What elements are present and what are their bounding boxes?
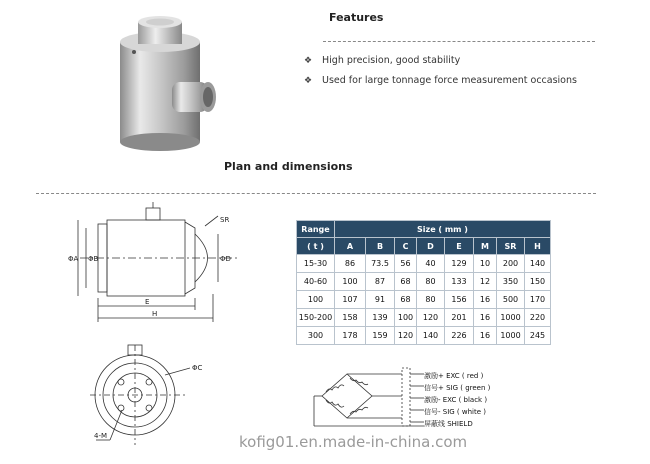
wire-label: 信号- SIG ( white ) — [424, 408, 486, 416]
table-cell: 245 — [525, 327, 551, 345]
table-cell: 56 — [395, 255, 417, 273]
table-cell: 12 — [474, 273, 497, 291]
column-header: A — [335, 238, 366, 255]
table-row — [297, 291, 551, 309]
table-cell: 91 — [366, 291, 395, 309]
table-cell: 16 — [474, 291, 497, 309]
table-cell: 178 — [335, 327, 366, 345]
table-cell: 107 — [335, 291, 366, 309]
range-header: Range — [297, 221, 335, 238]
table-cell: 1000 — [497, 309, 525, 327]
column-header: M — [474, 238, 497, 255]
dim-h-label: H — [152, 310, 158, 318]
column-header: SR — [497, 238, 525, 255]
dim-holes-label: 4-M — [94, 432, 108, 440]
dim-b-label: ΦB — [88, 255, 99, 263]
table-cell: 140 — [417, 327, 445, 345]
table-cell: 226 — [445, 327, 474, 345]
dimensions-table — [296, 220, 551, 345]
load-cell-photo — [112, 12, 222, 152]
table-cell: 350 — [497, 273, 525, 291]
table-cell: 129 — [445, 255, 474, 273]
wire-label: 激励- EXC ( black ) — [424, 396, 488, 404]
table-cell: 133 — [445, 273, 474, 291]
dim-d-label: ΦD — [220, 255, 231, 263]
table-cell: 68 — [395, 291, 417, 309]
wire-label: 屏蔽线 SHIELD — [424, 420, 473, 428]
table-cell: 500 — [497, 291, 525, 309]
table-cell: 201 — [445, 309, 474, 327]
top-view-drawing — [90, 340, 220, 450]
side-view-drawing — [60, 198, 250, 338]
diamond-bullet-icon: ❖ — [304, 75, 313, 86]
table-cell: 100 — [395, 309, 417, 327]
unit-header: ( t ) — [297, 238, 335, 255]
diamond-bullet-icon: ❖ — [304, 55, 313, 66]
table-cell: 300 — [297, 327, 335, 345]
divider — [36, 193, 596, 194]
table-cell: 150-200 — [297, 309, 335, 327]
table-cell: 16 — [474, 327, 497, 345]
table-cell: 80 — [417, 273, 445, 291]
table-cell: 170 — [525, 291, 551, 309]
table-cell: 73.5 — [366, 255, 395, 273]
table-cell: 1000 — [497, 327, 525, 345]
table-cell: 87 — [366, 273, 395, 291]
table-row — [297, 309, 551, 327]
dim-sr-label: SR — [220, 216, 230, 224]
watermark: kofig01.en.made-in-china.com — [239, 433, 468, 451]
table-cell: 86 — [335, 255, 366, 273]
table-cell: 140 — [525, 255, 551, 273]
table-cell: 156 — [445, 291, 474, 309]
column-header: E — [445, 238, 474, 255]
table-cell: 158 — [335, 309, 366, 327]
table-cell: 68 — [395, 273, 417, 291]
plan-title: Plan and dimensions — [224, 160, 353, 173]
feature-item — [304, 55, 460, 66]
table-cell: 10 — [474, 255, 497, 273]
column-header: H — [525, 238, 551, 255]
column-header: D — [417, 238, 445, 255]
feature-item — [304, 75, 577, 86]
table-cell: 100 — [297, 291, 335, 309]
table-cell: 40-60 — [297, 273, 335, 291]
size-header: Size ( mm ) — [335, 221, 551, 238]
table-cell: 200 — [497, 255, 525, 273]
wiring-diagram — [312, 366, 428, 430]
table-cell: 120 — [417, 309, 445, 327]
wire-label: 激励+ EXC ( red ) — [424, 372, 484, 380]
dim-a-label: ΦA — [68, 255, 79, 263]
wire-label: 信号+ SIG ( green ) — [424, 384, 491, 392]
table-row — [297, 327, 551, 345]
dim-c-label: ΦC — [192, 364, 203, 372]
table-cell: 120 — [395, 327, 417, 345]
table-cell: 150 — [525, 273, 551, 291]
dim-e-label: E — [145, 298, 150, 306]
column-header: B — [366, 238, 395, 255]
features-title: Features — [329, 11, 384, 24]
table-cell: 220 — [525, 309, 551, 327]
table-cell: 159 — [366, 327, 395, 345]
table-header-row — [297, 238, 551, 255]
table-row — [297, 273, 551, 291]
table-header-row — [297, 221, 551, 238]
feature-text: Used for large tonnage force measurement occasions — [322, 75, 577, 86]
table-cell: 40 — [417, 255, 445, 273]
table-cell: 80 — [417, 291, 445, 309]
table-cell: 16 — [474, 309, 497, 327]
table-cell: 139 — [366, 309, 395, 327]
table-cell: 100 — [335, 273, 366, 291]
table-row — [297, 255, 551, 273]
feature-text: High precision, good stability — [322, 55, 461, 66]
column-header: C — [395, 238, 417, 255]
divider — [323, 41, 595, 42]
table-cell: 15-30 — [297, 255, 335, 273]
